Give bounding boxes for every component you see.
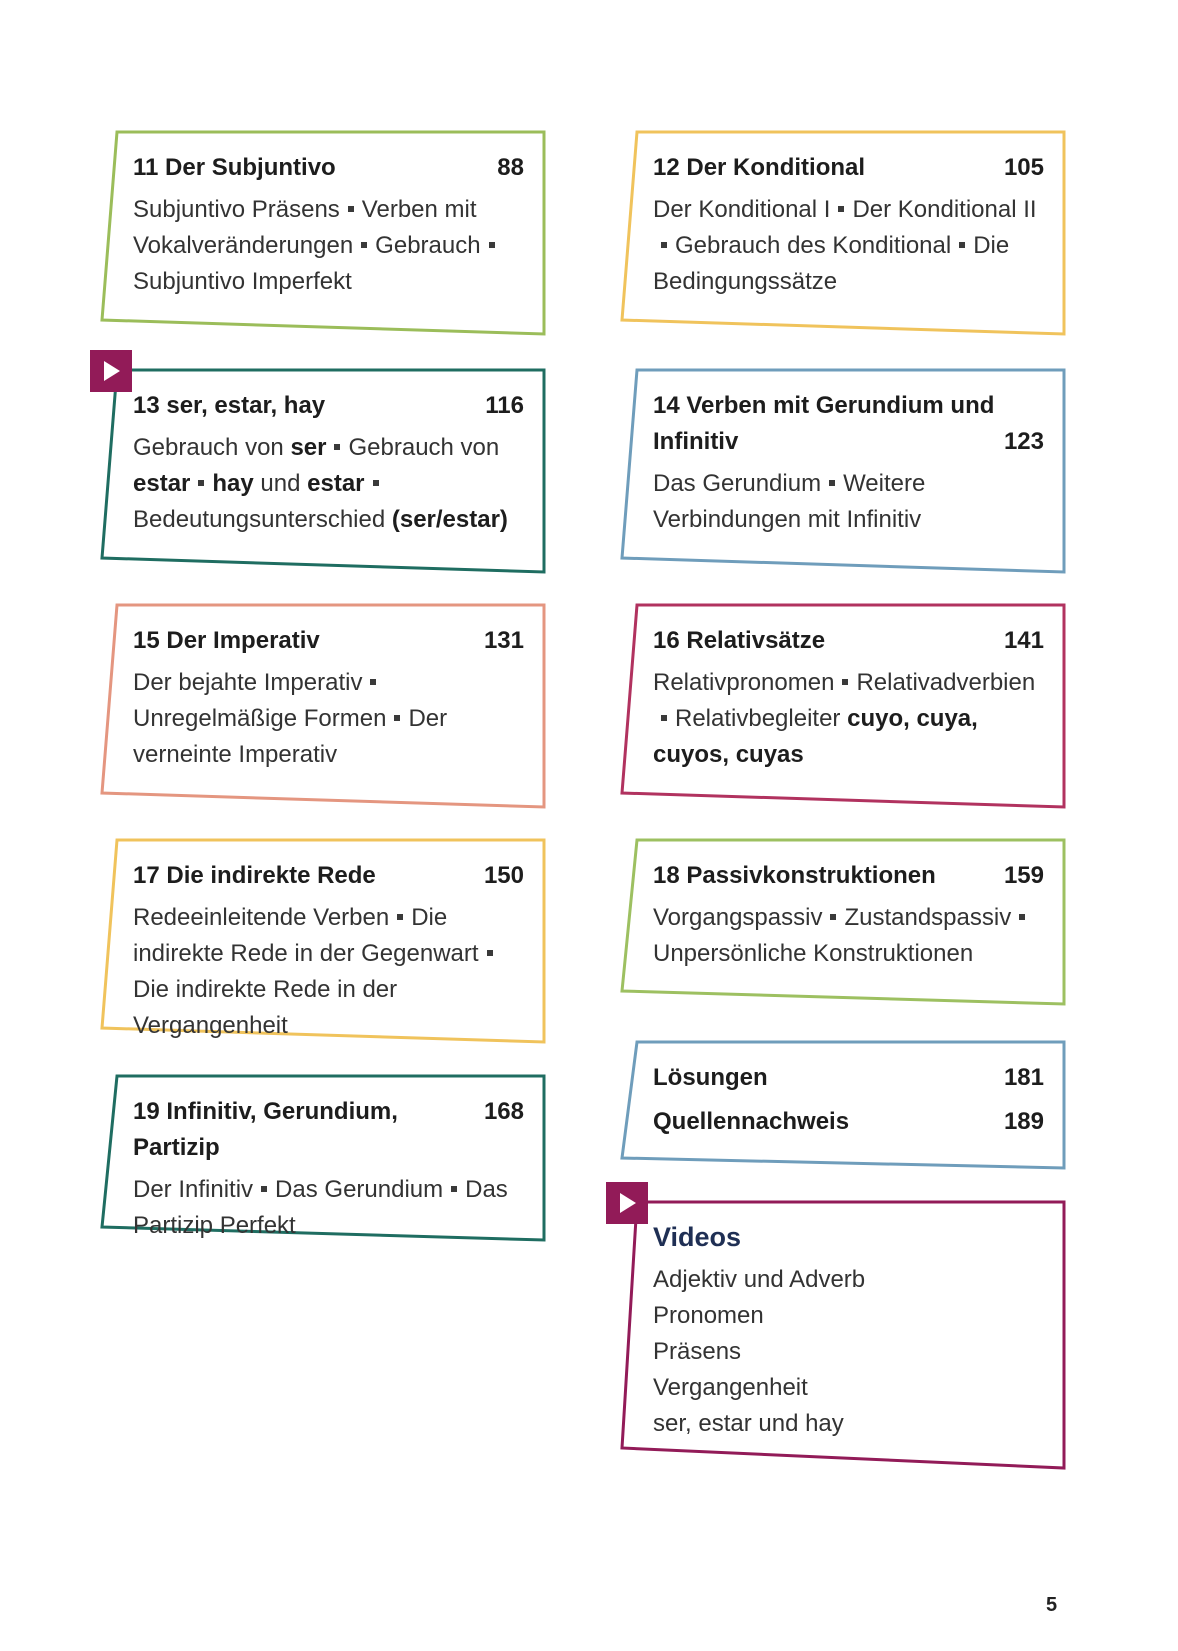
page-number: 88 bbox=[497, 154, 524, 181]
videos-title: Videos bbox=[653, 1222, 742, 1252]
appendix-sources[interactable]: Quellennachweis 189 bbox=[653, 1104, 1044, 1140]
bullet-icon bbox=[1019, 914, 1025, 920]
bullet-icon bbox=[361, 242, 367, 248]
bullet-icon bbox=[829, 480, 835, 486]
bullet-icon bbox=[487, 950, 493, 956]
video-play-icon[interactable] bbox=[606, 1182, 648, 1224]
video-link[interactable]: ser, estar und hay bbox=[653, 1410, 844, 1437]
video-link[interactable]: Präsens bbox=[653, 1338, 742, 1365]
appendix-solutions[interactable]: Lösungen 181 bbox=[653, 1060, 1044, 1096]
page-number: 189 bbox=[1003, 1108, 1044, 1135]
chapter-topics: Der Konditional I Der Konditional IIGebrauch des Konditional Die Bedingungssätze bbox=[653, 196, 1037, 295]
video-link[interactable]: Pronomen bbox=[653, 1302, 764, 1329]
bullet-icon bbox=[842, 679, 848, 685]
bullet-icon bbox=[830, 914, 836, 920]
page-footer-number: 5 bbox=[1046, 1594, 1058, 1616]
chapter-topics: Der Infinitiv Das Gerundium Das Partizip Perfekt bbox=[133, 1176, 508, 1239]
toc-entry-13[interactable] bbox=[100, 368, 546, 574]
bullet-icon bbox=[261, 1186, 267, 1192]
toc-entry-14[interactable] bbox=[620, 368, 1066, 574]
toc-entry-18[interactable] bbox=[620, 838, 1066, 1006]
bullet-icon bbox=[838, 206, 844, 212]
chapter-topics: Der bejahte ImperativUnregelmäßige Formen Der verneinte Imperativ bbox=[133, 669, 448, 768]
page-number: 116 bbox=[485, 392, 524, 419]
chapter-topics: Redeeinleitende Verben Die indirekte Rede in der GegenwartDie indirekte Rede in der Vergangenheit bbox=[133, 900, 524, 1044]
page-number: 105 bbox=[1003, 154, 1044, 181]
video-link[interactable]: Adjektiv und Adverb bbox=[653, 1266, 866, 1293]
bullet-icon bbox=[373, 480, 379, 486]
bullet-icon bbox=[348, 206, 354, 212]
page-number: 150 bbox=[483, 862, 524, 889]
chapter-title: 12 Der Konditional bbox=[653, 154, 866, 181]
bullet-icon bbox=[959, 242, 965, 248]
video-play-icon[interactable] bbox=[90, 350, 132, 392]
page-number: 123 bbox=[1003, 428, 1044, 455]
page-number: 131 bbox=[483, 627, 524, 654]
chapter-title: 16 Relativsätze bbox=[653, 627, 826, 654]
chapter-topics: Das Gerundium Weitere Verbindungen mit Infinitiv bbox=[653, 470, 926, 533]
chapter-title: 14 Verben mit Gerundium und bbox=[653, 392, 995, 419]
toc-entry-19[interactable] bbox=[100, 1074, 546, 1242]
bullet-icon bbox=[661, 242, 667, 248]
chapter-title: 18 Passivkonstruktionen bbox=[653, 862, 936, 889]
videos-box bbox=[620, 1200, 1066, 1470]
page-number: 159 bbox=[1003, 862, 1044, 889]
bullet-icon bbox=[397, 914, 403, 920]
toc-entry-15[interactable] bbox=[100, 603, 546, 809]
toc-appendix[interactable] bbox=[620, 1040, 1066, 1170]
chapter-topics: Subjuntivo Präsens Verben mit Vokalveränderungen GebrauchSubjuntivo Imperfekt bbox=[133, 192, 524, 300]
bullet-icon bbox=[451, 1186, 457, 1192]
chapter-title: 17 Die indirekte Rede bbox=[133, 862, 376, 889]
page-number: 181 bbox=[1003, 1064, 1044, 1091]
chapter-topics: Gebrauch von ser Gebrauch von estar hay und estarBedeutungsunterschied (ser/estar) bbox=[133, 434, 508, 533]
chapter-title-cont: Infinitiv bbox=[653, 428, 739, 455]
chapter-title: 11 Der Subjuntivo bbox=[133, 154, 336, 181]
page-number: 141 bbox=[1003, 627, 1044, 654]
bullet-icon bbox=[370, 679, 376, 685]
bullet-icon bbox=[394, 715, 400, 721]
chapter-title: 19 Infinitiv, Gerundium, Partizip bbox=[133, 1098, 398, 1161]
toc-entry-16[interactable] bbox=[620, 603, 1066, 809]
page-number: 168 bbox=[483, 1098, 524, 1125]
chapter-topics: Relativpronomen RelativadverbienRelativbegleiter cuyo, cuya, cuyos, cuyas bbox=[653, 669, 1036, 768]
chapter-topics: Vorgangspassiv ZustandspassivUnpersönliche Konstruktionen bbox=[653, 900, 1044, 972]
bullet-icon bbox=[489, 242, 495, 248]
bullet-icon bbox=[334, 444, 340, 450]
toc-entry-17[interactable] bbox=[100, 838, 546, 1044]
bullet-icon bbox=[198, 480, 204, 486]
video-link[interactable]: Vergangenheit bbox=[653, 1374, 808, 1401]
bullet-icon bbox=[661, 715, 667, 721]
toc-entry-12[interactable] bbox=[620, 130, 1066, 336]
chapter-title: 15 Der Imperativ bbox=[133, 627, 320, 654]
chapter-title: 13 ser, estar, hay bbox=[133, 392, 326, 419]
toc-entry-11[interactable] bbox=[100, 130, 546, 336]
